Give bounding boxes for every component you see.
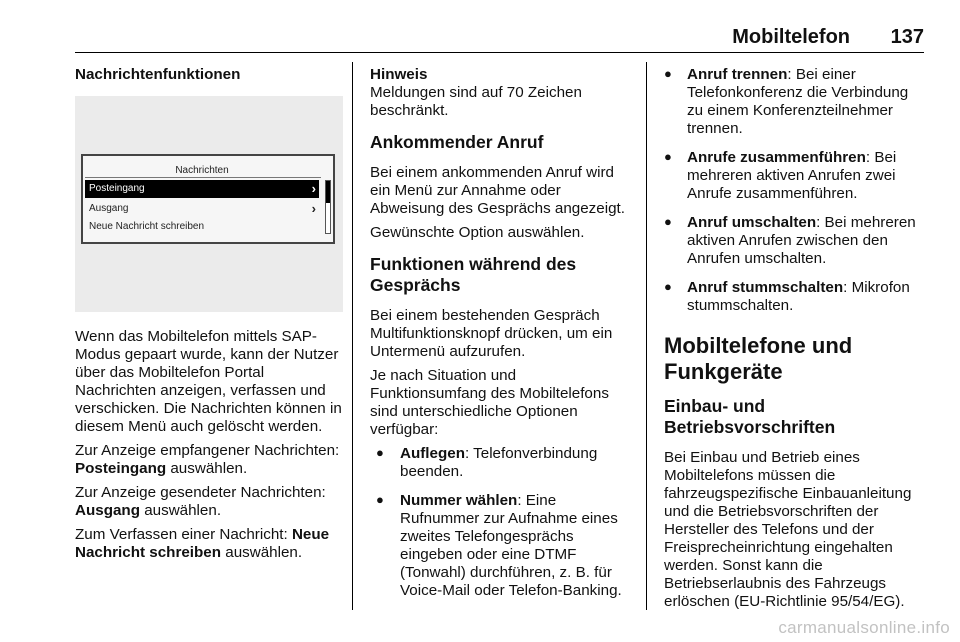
note-block <box>370 66 636 120</box>
options-list <box>370 445 636 600</box>
list-item: ● Anruf trennen: Bei einer Telefonkonferenz die Verbindung zu einem Konferenzteilnehmer trennen. <box>664 66 926 138</box>
paragraph: Gewünschte Option auswählen. <box>370 224 585 241</box>
scrollbar-thumb <box>326 181 330 203</box>
chevron-right-icon: › <box>311 201 316 216</box>
paragraph: Je nach Situation und Funktionsumfang des Mobiltelefons sind unterschiedliche Optionen verfügbar: <box>370 367 609 438</box>
menu-item-new-message <box>85 218 319 236</box>
column-divider <box>352 62 353 610</box>
scrollbar <box>325 180 331 234</box>
menu-term: Ausgang <box>75 502 140 519</box>
menu-term: Neue Nachricht schreiben <box>75 526 330 561</box>
heading-call-functions: Funktionen während des Gesprächs <box>370 254 577 295</box>
menu-title: Nachrichten <box>175 165 229 176</box>
column-left <box>75 66 343 568</box>
paragraph: Zum Verfassen einer Nachricht: Neue Nachricht schreiben auswählen. <box>75 526 330 561</box>
list-item: ● Nummer wählen: Eine Rufnummer zur Aufnahme eines zweites Telefongesprächs eingeben oder eine DTMF (Tonwahl) durchführen, z. B. für Voice-Mail oder Telefon-Banking. <box>370 492 636 600</box>
page-header <box>75 26 924 50</box>
chevron-right-icon: › <box>311 181 316 196</box>
column-right <box>664 66 926 617</box>
menu-item-inbox <box>85 180 319 198</box>
messages-screen-image <box>75 96 343 312</box>
menu-item-label: Neue Nachricht schreiben <box>89 221 205 232</box>
paragraph: Zur Anzeige empfangener Nachrichten: Posteingang auswählen. <box>75 442 340 477</box>
column-divider <box>646 62 647 610</box>
watermark: carmanualsonline.info <box>778 618 950 637</box>
paragraph: Bei einem ankommenden Anruf wird ein Menü zur Annahme oder Abweisung des Gesprächs angezeigt. <box>370 164 625 217</box>
list-item: ● Anruf umschalten: Bei mehreren aktiven Anrufen zwischen den Anrufen umschalten. <box>664 214 926 268</box>
chapter-title: Mobiltelefon <box>732 26 850 48</box>
header-rule <box>75 52 924 53</box>
menu-term: Posteingang <box>75 460 167 477</box>
menu-item-label: Ausgang <box>89 203 129 214</box>
menu-item-outbox <box>85 200 319 218</box>
heading-incoming-call: Ankommender Anruf <box>370 132 544 152</box>
list-item: ● Anruf stummschalten: Mikrofon stummschalten. <box>664 279 926 315</box>
menu-item-label: Posteingang <box>89 183 145 194</box>
paragraph: Bei Einbau und Betrieb eines Mobiltelefons müssen die fahrzeugspezifische Einbauanleitung und die Betriebsvorschriften der Hersteller des Telefons und der Freisprecheinrichtung eingehalten werden. Sonst kann die Betriebserlaubnis des Fahrzeugs erlöschen (EU-Richtlinie 95/54/EG). <box>664 449 912 610</box>
messages-menu <box>81 154 335 244</box>
paragraph: Zur Anzeige gesendeter Nachrichten: Ausgang auswählen. <box>75 484 326 519</box>
paragraph: Wenn das Mobiltelefon mittels SAP-Modus gepaart wurde, kann der Nutzer über das Mobiltelefon Portal Nachrichten anzeigen, verfassen und verschicken. Die Nachrichten können in diesem Menü auch gelöscht werden. <box>75 328 342 435</box>
section-title: Nachrichtenfunktionen <box>75 66 241 83</box>
list-item: ● Auflegen: Telefonverbindung beenden. <box>370 445 636 481</box>
note-title: Hinweis <box>370 66 428 83</box>
page-number: 137 <box>890 26 924 48</box>
heading-mobile-phones: Mobiltelefone und Funkgeräte <box>664 333 853 384</box>
list-item: ● Anrufe zusammenführen: Bei mehreren aktiven Anrufen zwei Anrufe zusammenführen. <box>664 149 926 203</box>
note-text: Meldungen sind auf 70 Zeichen beschränkt. <box>370 84 582 119</box>
options-list <box>664 66 926 315</box>
column-middle <box>370 66 636 611</box>
paragraph: Bei einem bestehenden Gespräch Multifunktionsknopf drücken, um ein Untermenü aufzurufen. <box>370 307 613 360</box>
heading-installation-rules: Einbau- und Betriebsvorschriften <box>664 396 836 437</box>
menu-divider <box>85 177 321 178</box>
